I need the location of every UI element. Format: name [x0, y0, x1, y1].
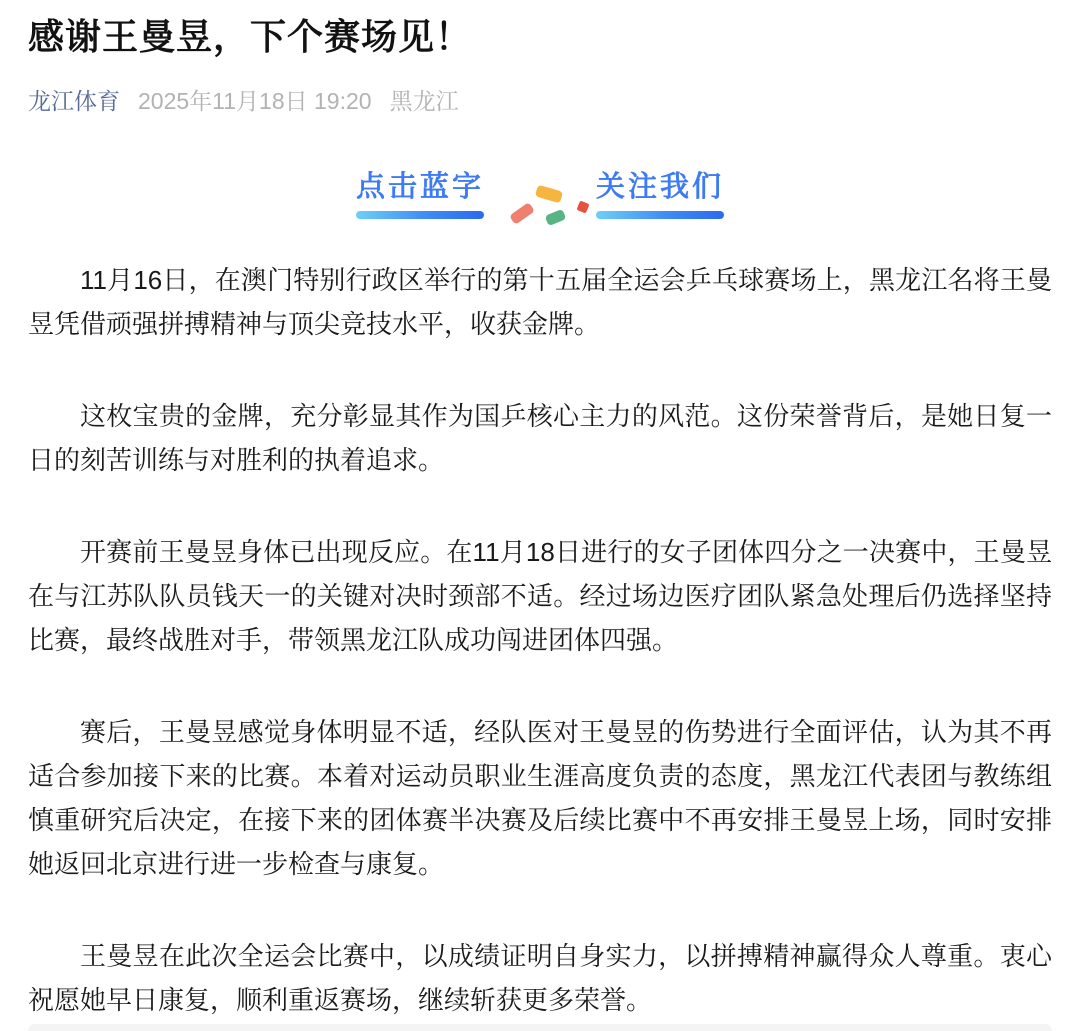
article-paragraph: 开赛前王曼昱身体已出现反应。在11月18日进行的女子团体四分之一决赛中，王曼昱在与江苏队队员钱天一的关键对决时颈部不适。经过场边医疗团队紧急处理后仍选择坚持比赛，最终战胜对手，带领黑龙江队成功闯进团体四强。 [28, 537, 1052, 655]
account-name-link[interactable]: 龙江体育 [28, 88, 120, 114]
gradient-underline-left [356, 211, 484, 219]
confetti-decoration [484, 170, 576, 226]
publish-location: 黑龙江 [389, 88, 459, 114]
article-paragraph: 赛后，王曼昱感觉身体明显不适，经队医对王曼昱的伤势进行全面评估，认为其不再适合参加接下来的比赛。本着对运动员职业生涯高度负责的态度，黑龙江代表团与教练组慎重研究后决定，在接下来的团体赛半决赛及后续比赛中不再安排王曼昱上场，同时安排她返回北京进行进一步检查与康复。 [28, 717, 1052, 879]
article-meta [28, 88, 1052, 114]
click-blue-text-block [356, 170, 484, 219]
article-paragraph: 王曼昱在此次全运会比赛中，以成绩证明自身实力，以拼搏精神赢得众人尊重。衷心祝愿她早日康复，顺利重返赛场，继续斩获更多荣誉。 [28, 941, 1052, 1015]
cropped-image-top-edge [28, 1024, 1052, 1031]
article-paragraph: 11月16日，在澳门特别行政区举行的第十五届全运会乒乓球赛场上，黑龙江名将王曼昱凭借顽强拼搏精神与顶尖竞技水平，收获金牌。 [28, 265, 1052, 339]
follow-us-label: 关注我们 [596, 171, 725, 203]
click-blue-text-label: 点击蓝字 [355, 171, 484, 203]
confetti-red-dot-icon [576, 200, 589, 213]
publish-datetime: 2025年11月18日 19:20 [138, 88, 372, 114]
confetti-yellow-icon [535, 185, 563, 204]
article-title: 感谢王曼昱，下个赛场见！ [28, 16, 473, 57]
article-paragraph: 这枚宝贵的金牌，充分彰显其作为国乒核心主力的风范。这份荣誉背后，是她日复一日的刻苦训练与对胜利的执着追求。 [28, 401, 1052, 475]
gradient-underline-right [596, 211, 724, 219]
follow-us-block [596, 170, 724, 219]
confetti-green-icon [545, 209, 567, 226]
confetti-salmon-icon [509, 202, 535, 225]
follow-banner[interactable] [28, 170, 1052, 226]
article-body [28, 258, 1052, 1022]
